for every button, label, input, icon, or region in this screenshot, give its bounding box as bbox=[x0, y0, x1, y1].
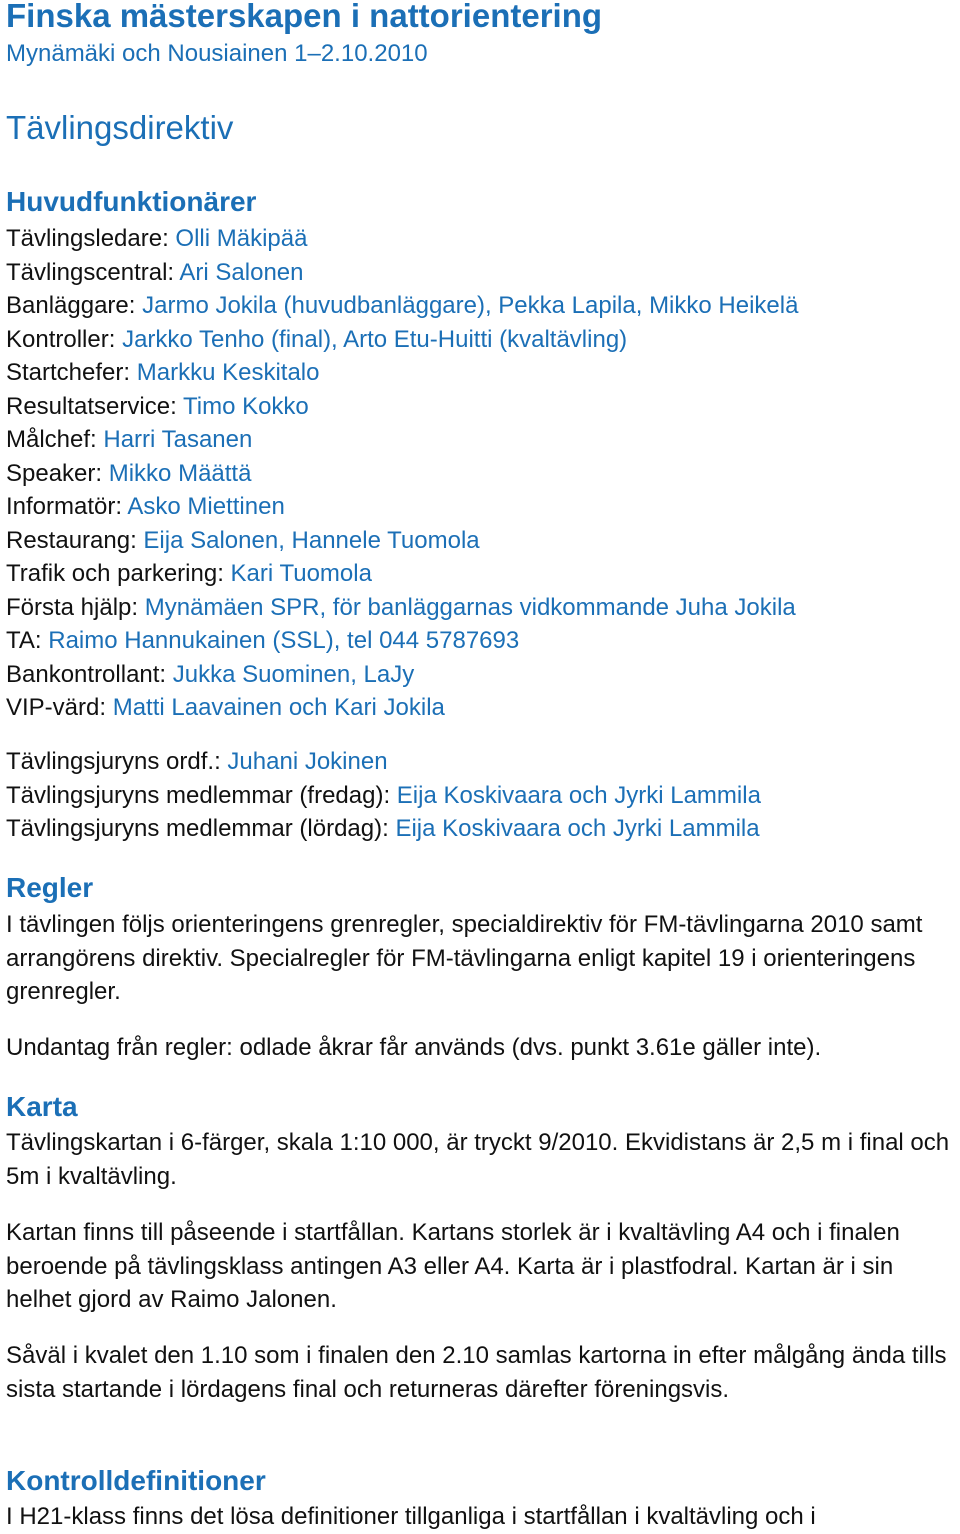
list-item: Trafik och parkering: Kari Tuomola bbox=[6, 560, 372, 587]
list-item: Tävlingsjuryns medlemmar (lördag): Eija Koskivaara och Jyrki Lammila bbox=[6, 815, 760, 842]
list-item: Restaurang: Eija Salonen, Hannele Tuomola bbox=[6, 526, 480, 554]
rules-exception-paragraph: Undantag från regler: odlade åkrar får används (dvs. punkt 3.61e gäller inte). bbox=[6, 1034, 822, 1061]
officials-list bbox=[6, 222, 798, 725]
heading-officials: Huvudfunktionärer bbox=[6, 186, 257, 217]
control-definitions-paragraph: I H21-klass finns det lösa definitioner tillganliga i startfållan i kvaltävling och i bbox=[6, 1503, 816, 1530]
list-item: Resultatservice: Timo Kokko bbox=[6, 392, 309, 420]
list-item: Målchef: Harri Tasanen bbox=[6, 426, 253, 453]
list-item: Tävlingsledare: Olli Mäkipää bbox=[6, 225, 308, 252]
list-item: VIP-värd: Matti Laavainen och Kari Jokila bbox=[6, 694, 445, 721]
rules-paragraph: I tävlingen följs orienteringens grenregler, specialdirektiv för FM-tävlingarna 2010 samt arrangörens direktiv. Specialregler för FM-tävlingarna enligt kapitel 19 i orienteringens grenregler. bbox=[6, 911, 923, 1005]
heading-rules: Regler bbox=[6, 872, 94, 903]
map-collection-paragraph: Såväl i kvalet den 1.10 som i finalen den 2.10 samlas kartorna in efter målgång ända tills sista startande i lördagens final och returneras därefter föreningsvis. bbox=[6, 1342, 947, 1403]
list-item: Bankontrollant: Jukka Suominen, LaJy bbox=[6, 660, 415, 688]
list-item: Informatör: Asko Miettinen bbox=[6, 493, 285, 520]
map-paragraph: Tävlingskartan i 6-färger, skala 1:10 000, är tryckt 9/2010. Ekvidistans är 2,5 m i final och 5m i kvaltävling. bbox=[6, 1129, 950, 1190]
list-item: Speaker: Mikko Määttä bbox=[6, 459, 252, 487]
list-item: Tävlingscentral: Ari Salonen bbox=[6, 258, 304, 286]
map-availability-paragraph: Kartan finns till påseende i startfållan. Kartans storlek är i kvaltävling A4 och i finalen beroende på tävlingsklass antingen A3 eller A4. Karta är i plastfodral. Kartan är i sin helhet gjord av Raimo Jalonen. bbox=[6, 1219, 900, 1313]
list-item: Tävlingsjuryns medlemmar (fredag): Eija Koskivaara och Jyrki Lammila bbox=[6, 781, 761, 809]
list-item: Banläggare: Jarmo Jokila (huvudbanläggare), Pekka Lapila, Mikko Heikelä bbox=[6, 292, 799, 319]
list-item: Tävlingsjuryns ordf.: Juhani Jokinen bbox=[6, 748, 388, 775]
document-subtitle: Mynämäki och Nousiainen 1–2.10.2010 bbox=[6, 40, 428, 67]
heading-map: Karta bbox=[6, 1091, 78, 1122]
list-item: TA: Raimo Hannukainen (SSL), tel 044 5787693 bbox=[6, 627, 520, 654]
list-item: Startchefer: Markku Keskitalo bbox=[6, 359, 320, 386]
heading-control-definitions: Kontrolldefinitioner bbox=[6, 1465, 266, 1496]
jury-list bbox=[6, 745, 761, 846]
list-item: Första hjälp: Mynämäen SPR, för banläggarnas vidkommande Juha Jokila bbox=[6, 593, 796, 621]
document-title: Finska mästerskapen i nattorientering bbox=[6, 0, 603, 34]
section-title-directive: Tävlingsdirektiv bbox=[6, 109, 234, 146]
list-item: Kontroller: Jarkko Tenho (final), Arto Etu-Huitti (kvaltävling) bbox=[6, 325, 628, 353]
